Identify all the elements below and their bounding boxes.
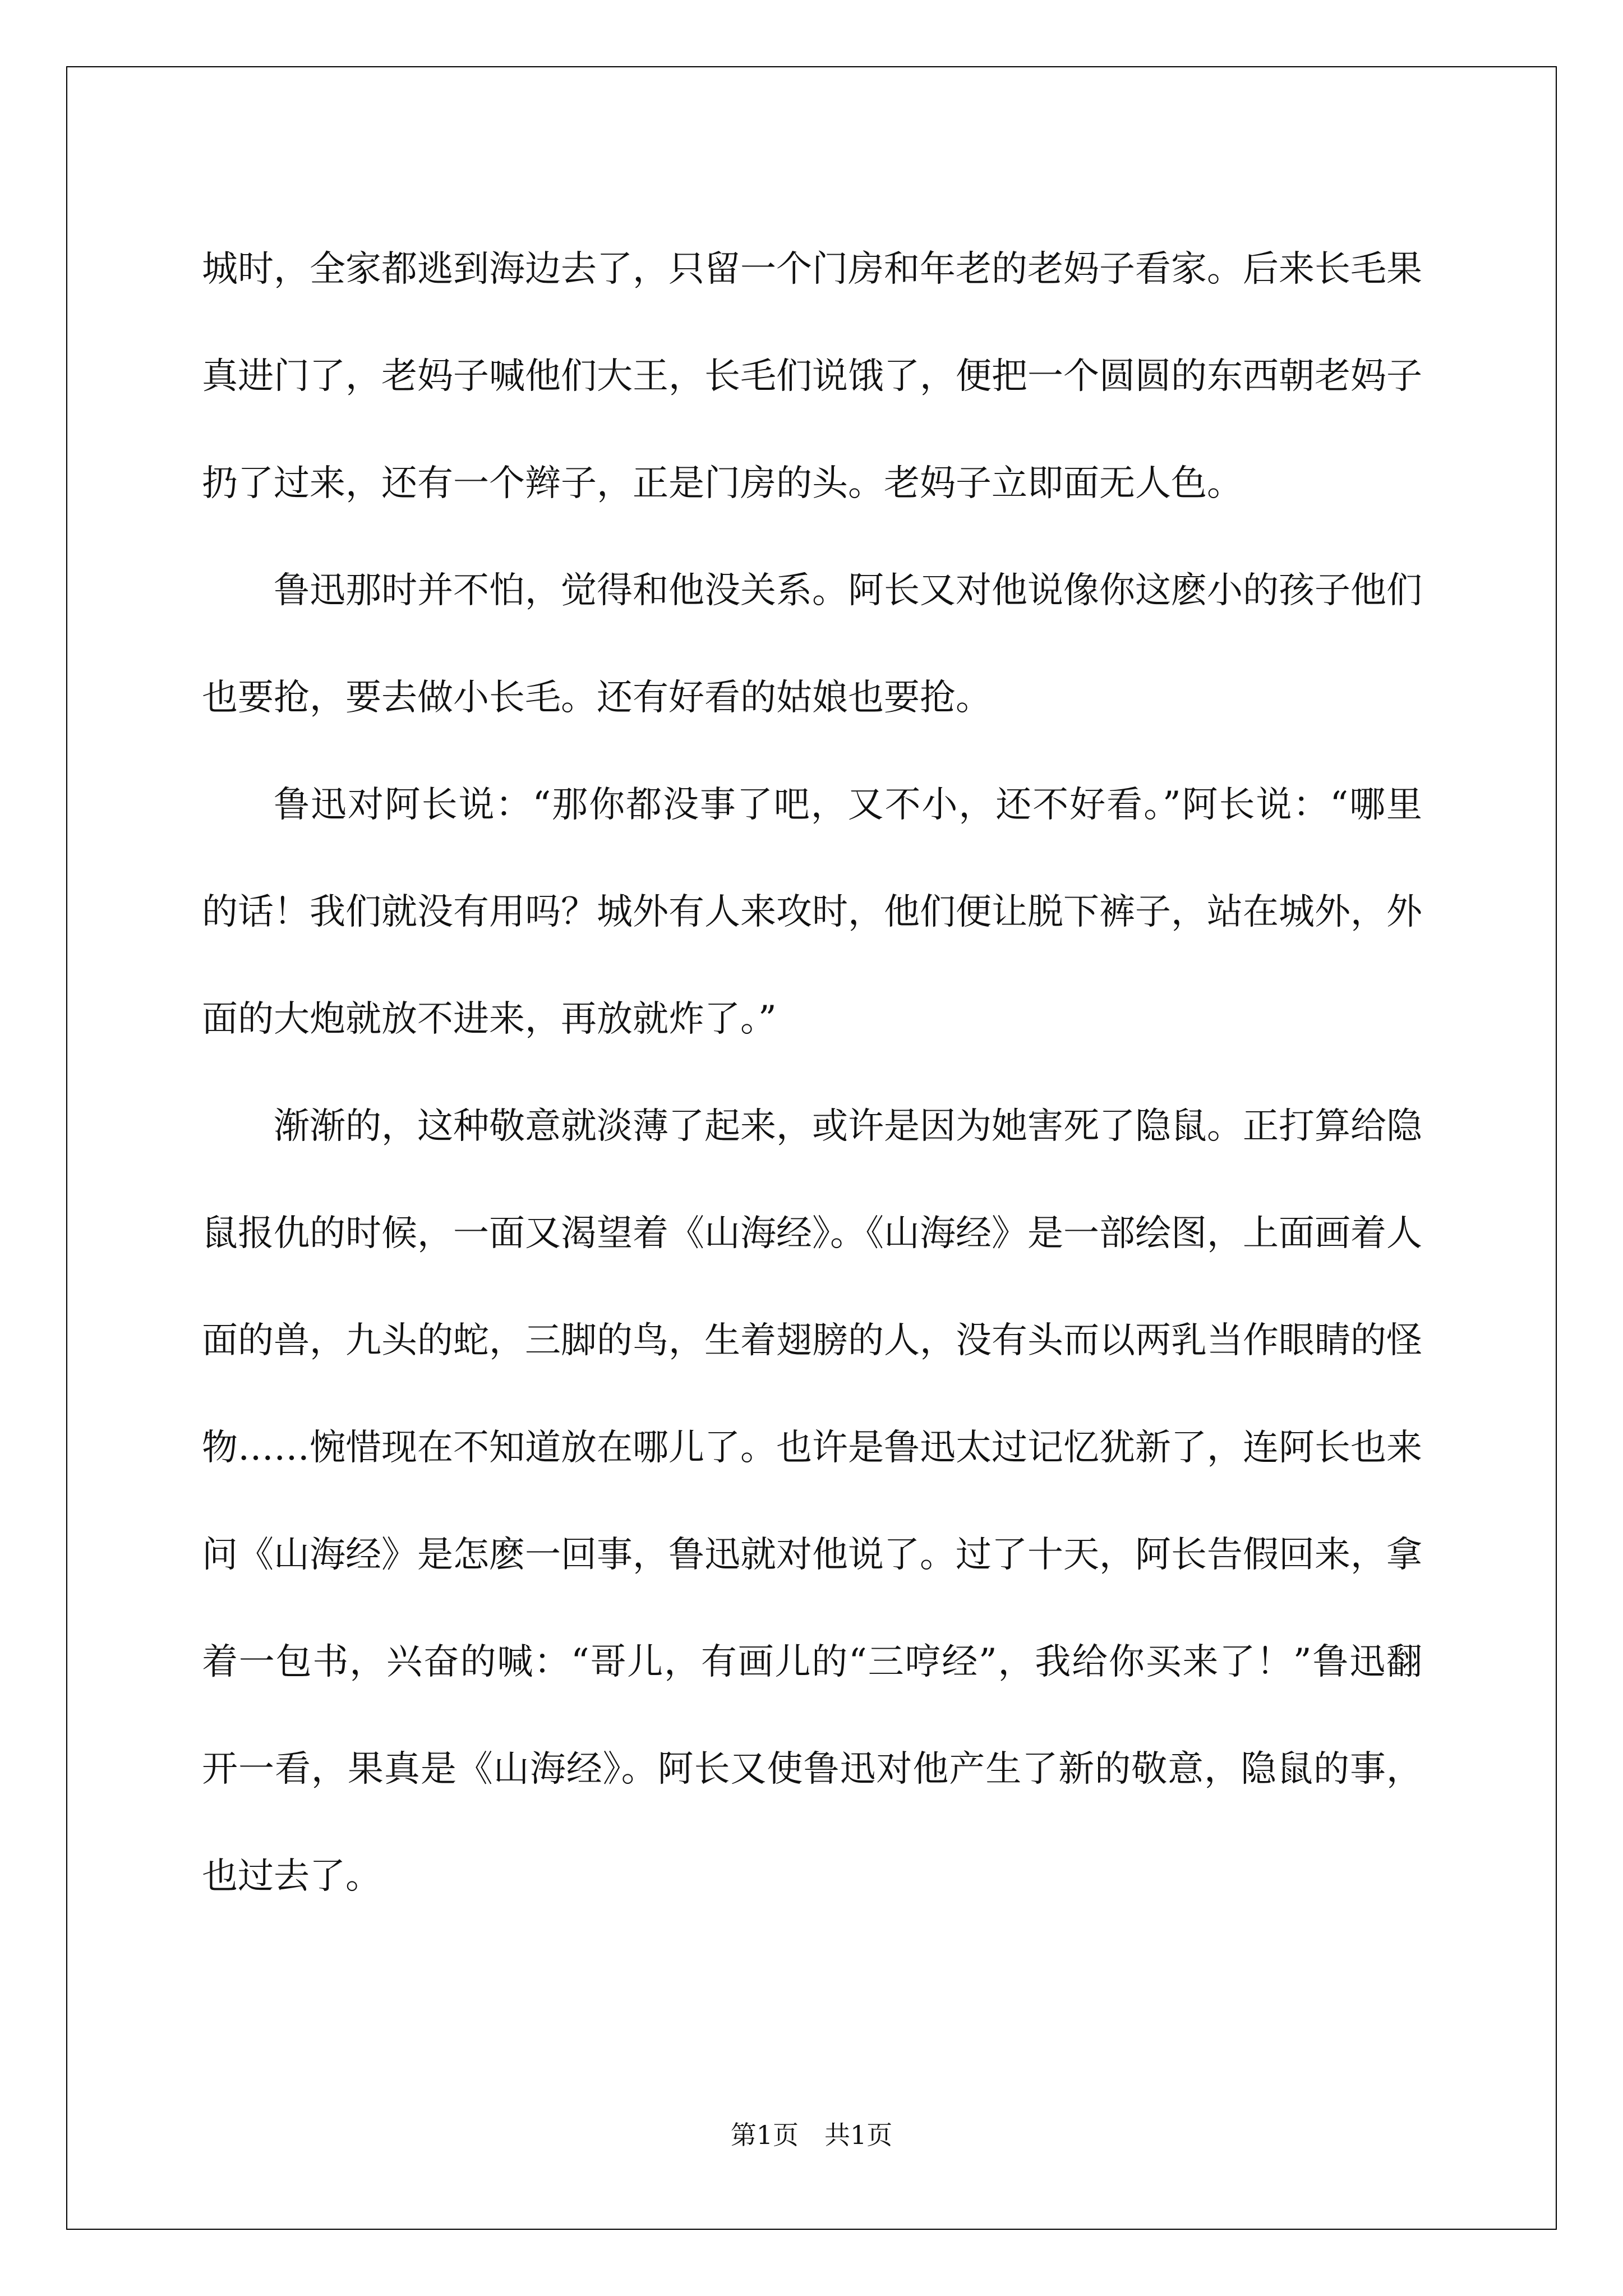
document-body (202, 216, 1422, 1930)
paragraph-4: 渐渐的，这种敬意就淡薄了起来，或许是因为她害死了隐鼠。正打算给隐鼠报仇的时候，一面又渴望着《山海经》。《山海经》是一部绘图，上面画着人面的兽，九头的蛇，三脚的鸟，生着翅膀的人，没有头而以两乳当作眼睛的怪物……惋惜现在不知道放在哪儿了。也许是鲁迅太过记忆犹新了，连阿长也来问《山海经》是怎麽一回事，鲁迅就对他说了。过了十天，阿长告假回来，拿着一包书，兴奋的喊：“哥儿，有画儿的“三哼经”，我给你买来了！”鲁迅翻开一看，果真是《山海经》。阿长又使鲁迅对他产生了新的敬意，隐鼠的事，也过去了。 (202, 1106, 1422, 1897)
paragraph-3: 鲁迅对阿长说：“那你都没事了吧，又不小，还不好看。”阿长说：“哪里的话！我们就没有用吗？城外有人来攻时，他们便让脱下裤子，站在城外，外面的大炮就放不进来，再放就炸了。” (202, 784, 1422, 1040)
paragraph-1: 城时，全家都逃到海边去了，只留一个门房和年老的老妈子看家。后来长毛果真进门了，老妈子喊他们大王，长毛们说饿了，便把一个圆圆的东西朝老妈子扔了过来，还有一个辫子，正是门房的头。老妈子立即面无人色。 (202, 249, 1422, 504)
page-number-footer: 第1页 共1页 (730, 2120, 893, 2150)
paragraph-2: 鲁迅那时并不怕，觉得和他没关系。阿长又对他说像你这麽小的孩子他们也要抢，要去做小长毛。还有好看的姑娘也要抢。 (202, 570, 1422, 719)
